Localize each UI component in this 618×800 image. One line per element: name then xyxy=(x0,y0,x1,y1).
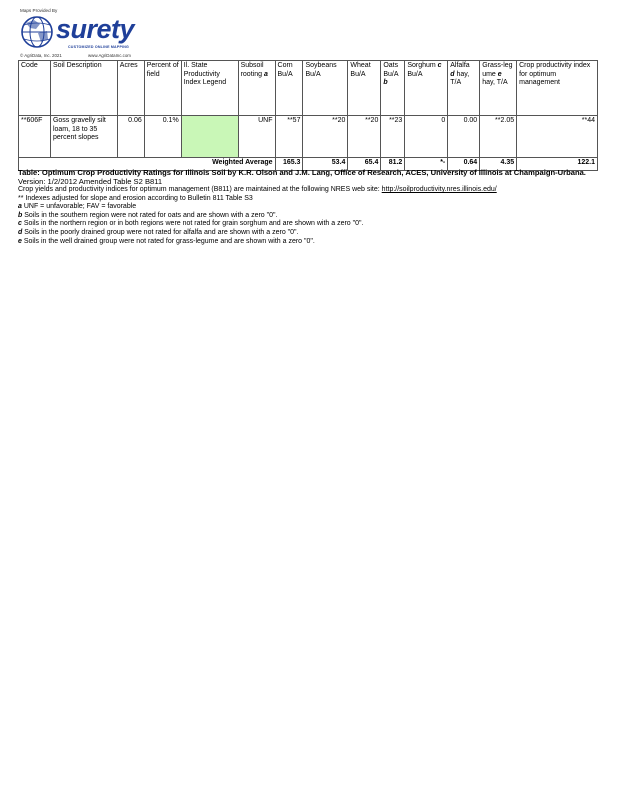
weighted-average-label: Weighted Average xyxy=(19,158,276,171)
maps-provided-by-text: Maps Provided By xyxy=(20,8,58,13)
header-sorghum-unit: Bu/A xyxy=(407,70,423,78)
footnote-a-text: UNF = unfavorable; FAV = favorable xyxy=(21,203,137,211)
footnote-key-b: b xyxy=(383,79,388,86)
header-wheat: Wheat Bu/A xyxy=(348,61,381,116)
footnote-key-d: d xyxy=(450,70,455,78)
footnote-key-e: e xyxy=(497,70,502,78)
footnote-b-key: b xyxy=(18,211,23,219)
cell-crop-productivity: **44 xyxy=(517,116,598,158)
header-subsoil-rooting xyxy=(238,61,275,116)
notes-version: Version: 1/2/2012 Amended Table S2 B811 xyxy=(18,177,163,186)
footnote-b xyxy=(18,212,600,221)
footnote-a-key: a xyxy=(18,203,22,211)
header-crop-productivity: Crop productivity index for optimum management xyxy=(517,61,598,116)
header-oats xyxy=(381,61,405,116)
cell-grass-legume: **2.05 xyxy=(480,116,517,158)
header-subsoil-rooting-label: Subsoil rooting xyxy=(240,62,264,78)
footnote-key-c: c xyxy=(437,62,442,69)
cell-corn: **57 xyxy=(275,116,303,158)
cell-oats: **23 xyxy=(381,116,405,158)
header-sorghum-label: Sorghum xyxy=(407,62,436,69)
avg-wheat: 65.4 xyxy=(348,158,381,171)
avg-grass-legume: 4.35 xyxy=(480,158,517,171)
cell-wheat: **20 xyxy=(348,116,381,158)
notes-web-line xyxy=(18,186,600,195)
footnote-c-key: c xyxy=(18,220,22,228)
header-sorghum xyxy=(405,61,448,116)
header-soybeans: Soybeans Bu/A xyxy=(303,61,348,116)
header-percent-of-field: Percent of field xyxy=(144,61,181,116)
footnote-a xyxy=(18,203,600,212)
footnote-c-text: Soils in the northern region or in both regions were not rated for grain sorghum and are shown with a zero "0". xyxy=(21,220,364,228)
avg-soybeans: 53.4 xyxy=(303,158,348,171)
notes-web-text: Crop yields and productivity indices for optimum management (B811) are maintained at the following NRES web site: xyxy=(18,186,382,193)
soil-productivity-table xyxy=(18,60,598,171)
header-alfalfa-label: Alfalfa xyxy=(450,62,470,69)
cell-il-state-index-legend xyxy=(181,116,238,158)
brand-wordmark: surety xyxy=(56,14,135,44)
header-soil-description: Soil Description xyxy=(50,61,117,116)
header-acres: Acres xyxy=(117,61,144,116)
footnote-d xyxy=(18,229,600,238)
cell-subsoil-rooting: UNF xyxy=(238,116,275,158)
nres-web-link[interactable]: http://soilproductivity.nres.illinois.edu/ xyxy=(381,186,497,193)
footnote-c xyxy=(18,220,600,229)
footnote-e-key: e xyxy=(18,237,22,245)
footnote-e-text: Soils in the well drained group were not rated for grass-legume and are shown with a zero "0". xyxy=(21,237,315,245)
header-code: Code xyxy=(19,61,51,116)
header-oats-label: Oats Bu/A xyxy=(383,62,399,78)
notes-indexes-line: ** Indexes adjusted for slope and erosion according to Bulletin 811 Table S3 xyxy=(18,194,253,202)
footnote-key-a: a xyxy=(263,70,268,78)
cell-code: **606F xyxy=(19,116,51,158)
avg-corn: 165.3 xyxy=(275,158,303,171)
cell-soil-description: Goss gravelly silt loam, 18 to 35 percent slopes xyxy=(50,116,117,158)
footnote-e xyxy=(18,238,600,247)
globe-icon xyxy=(20,15,54,49)
brand-tagline: CUSTOMIZED ONLINE MAPPING xyxy=(68,45,130,49)
header-grass-legume xyxy=(480,61,517,116)
header-il-state-index: Il. State Productivity Index Legend xyxy=(181,61,238,116)
copyright-text: © AgriData, Inc. 2021 xyxy=(20,53,62,58)
cell-sorghum: 0 xyxy=(405,116,448,158)
table-header-row xyxy=(19,61,598,116)
avg-oats: 81.2 xyxy=(381,158,405,171)
header-grass-legume-label: Grass-leg ume xyxy=(482,62,513,78)
notes-title xyxy=(18,168,600,186)
avg-crop-productivity: 122.1 xyxy=(517,158,598,171)
website-text: www.AgriDataInc.com xyxy=(88,53,131,58)
avg-alfalfa: 0.64 xyxy=(448,158,480,171)
footnote-b-text: Soils in the southern region were not rated for oats and are shown with a zero "0". xyxy=(22,211,278,219)
cell-percent-of-field: 0.1% xyxy=(144,116,181,158)
table-row xyxy=(19,116,598,158)
footnote-d-key: d xyxy=(18,228,23,236)
avg-sorghum: *- xyxy=(405,158,448,171)
notes-title-text: Table: Optimum Crop Productivity Ratings for Illinois Soil by K.R. Olson and J.M. Lang, Office of Research, ACES, University of Illinois at Champaign-Urbana. xyxy=(18,168,586,177)
header-corn: Corn Bu/A xyxy=(275,61,303,116)
table-notes xyxy=(18,168,600,246)
footnote-d-text: Soils in the poorly drained group were not rated for alfalfa and are shown with a zero "0". xyxy=(22,228,299,236)
header-alfalfa xyxy=(448,61,480,116)
header-alfalfa-unit: hay, T/A xyxy=(450,70,470,86)
header-grass-legume-unit: hay, T/A xyxy=(482,79,508,86)
cell-soybeans: **20 xyxy=(303,116,348,158)
cell-alfalfa: 0.00 xyxy=(448,116,480,158)
cell-acres: 0.06 xyxy=(117,116,144,158)
surety-logo xyxy=(18,8,168,58)
